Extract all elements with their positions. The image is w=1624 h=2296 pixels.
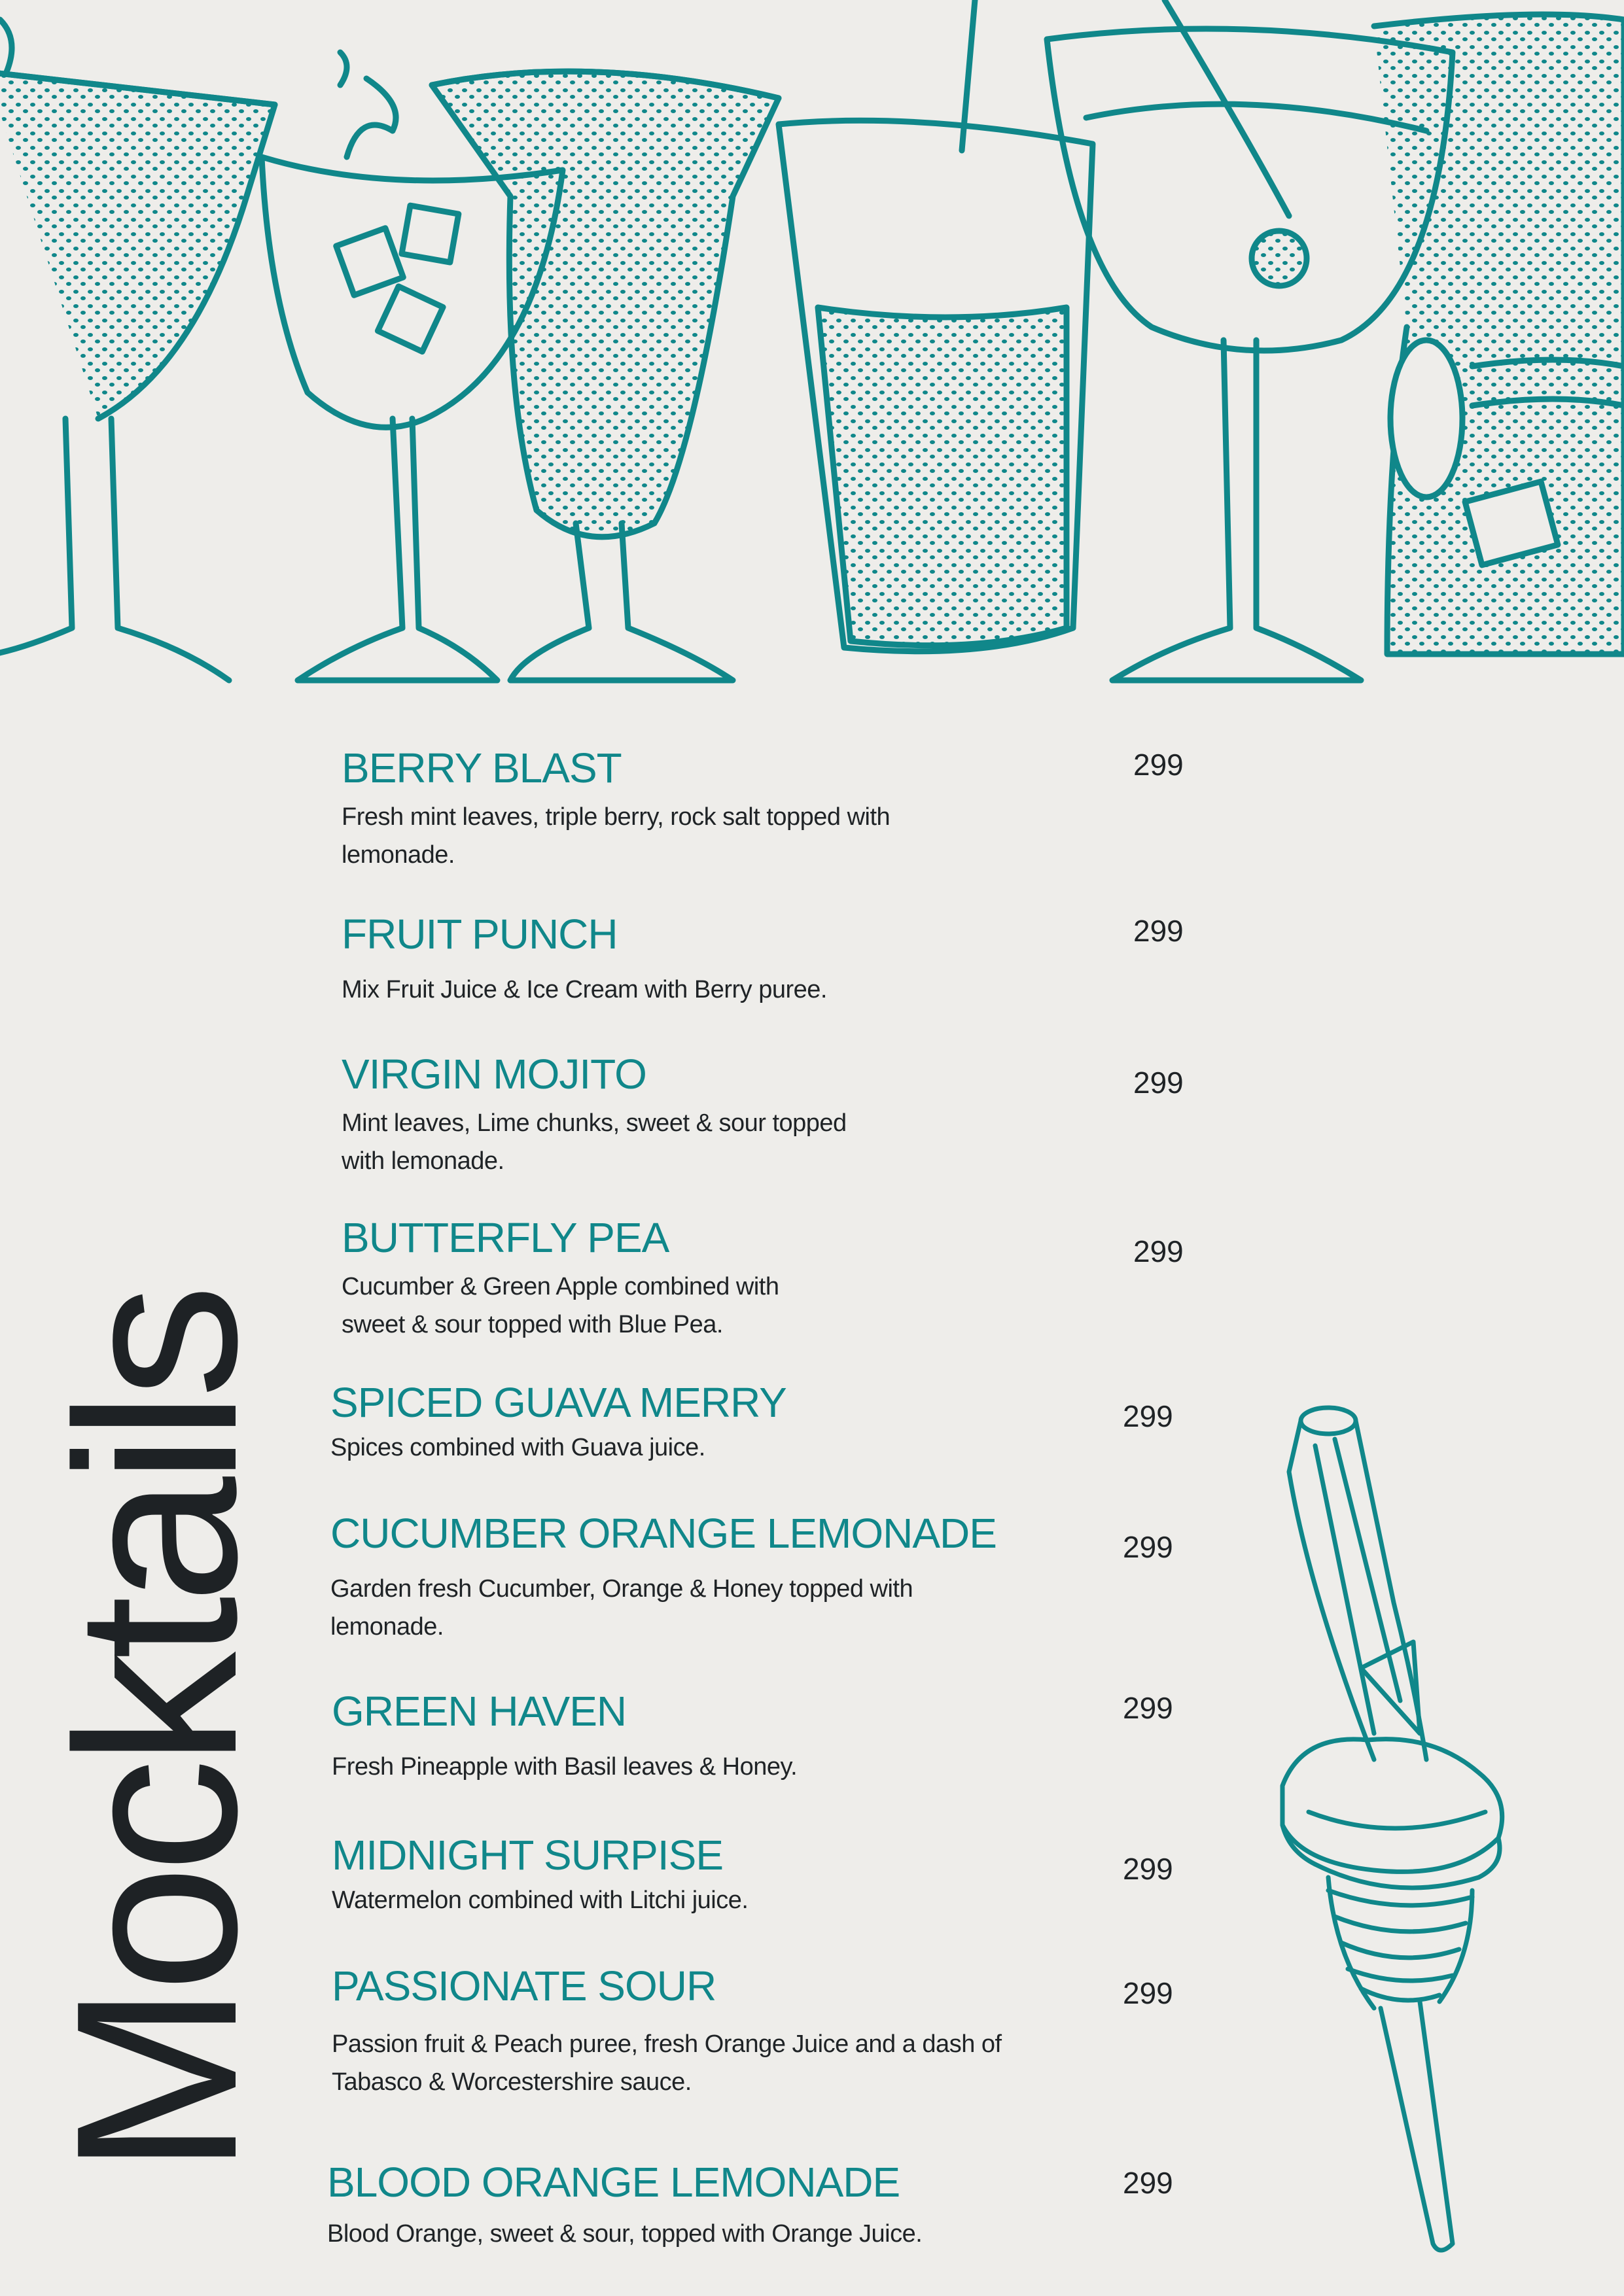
item-price: 299 bbox=[1123, 1976, 1173, 2010]
menu-item bbox=[332, 1690, 960, 1786]
menu-title: Mocktails bbox=[29, 1291, 285, 2176]
item-name: MIDNIGHT SURPISE bbox=[332, 1832, 723, 1879]
menu-item bbox=[342, 1053, 970, 1180]
liquor-pourer-illustration bbox=[1263, 1393, 1564, 2270]
item-price: 299 bbox=[1133, 1066, 1184, 1100]
item-name: BUTTERFLY PEA bbox=[342, 1214, 669, 1261]
menu-item bbox=[330, 1512, 1050, 1646]
item-price: 299 bbox=[1123, 1691, 1173, 1725]
menu-item bbox=[342, 744, 970, 874]
item-description: Watermelon combined with Litchi juice. bbox=[332, 1887, 749, 1914]
menu-item bbox=[330, 1379, 959, 1467]
item-name: BERRY BLAST bbox=[342, 744, 622, 791]
item-description: Fresh mint leaves, triple berry, rock salt topped with lemonade. bbox=[342, 803, 891, 869]
item-price: 299 bbox=[1133, 1234, 1184, 1268]
menu-title-container bbox=[29, 1223, 285, 2244]
item-description: Mix Fruit Juice & Ice Cream with Berry puree. bbox=[342, 976, 827, 1003]
cocktail-glasses-illustration bbox=[0, 0, 1624, 693]
item-name: CUCUMBER ORANGE LEMONADE bbox=[330, 1510, 997, 1557]
item-price: 299 bbox=[1123, 2166, 1173, 2200]
item-description: Spices combined with Guava juice. bbox=[330, 1434, 705, 1461]
item-name: FRUIT PUNCH bbox=[342, 911, 618, 958]
item-price: 299 bbox=[1123, 1852, 1173, 1886]
item-description: Cucumber & Green Apple combined with sweet & sour topped with Blue Pea. bbox=[342, 1273, 779, 1338]
menu-item bbox=[342, 913, 970, 1009]
menu-item bbox=[332, 1834, 960, 1919]
item-price: 299 bbox=[1133, 914, 1184, 948]
item-description: Garden fresh Cucumber, Orange & Honey topped with lemonade. bbox=[330, 1575, 913, 1641]
item-description: Blood Orange, sweet & sour, topped with Orange Juice. bbox=[327, 2220, 923, 2248]
item-description: Mint leaves, Lime chunks, sweet & sour topped with lemonade. bbox=[342, 1109, 847, 1175]
item-name: GREEN HAVEN bbox=[332, 1688, 627, 1735]
item-price: 299 bbox=[1123, 1399, 1173, 1433]
item-name: BLOOD ORANGE LEMONADE bbox=[327, 2159, 900, 2206]
item-price: 299 bbox=[1123, 1530, 1173, 1564]
item-name: PASSIONATE SOUR bbox=[332, 1962, 716, 2009]
menu-item bbox=[342, 1214, 970, 1344]
item-name: VIRGIN MOJITO bbox=[342, 1051, 646, 1098]
item-description: Passion fruit & Peach puree, fresh Orange Juice and a dash of Tabasco & Worcestershire sauce. bbox=[332, 2030, 1002, 2096]
menu-item bbox=[332, 1962, 1051, 2101]
item-name: SPICED GUAVA MERRY bbox=[330, 1379, 786, 1426]
item-price: 299 bbox=[1133, 748, 1184, 782]
menu-item bbox=[327, 2161, 1047, 2253]
item-description: Fresh Pineapple with Basil leaves & Honey. bbox=[332, 1753, 798, 1781]
